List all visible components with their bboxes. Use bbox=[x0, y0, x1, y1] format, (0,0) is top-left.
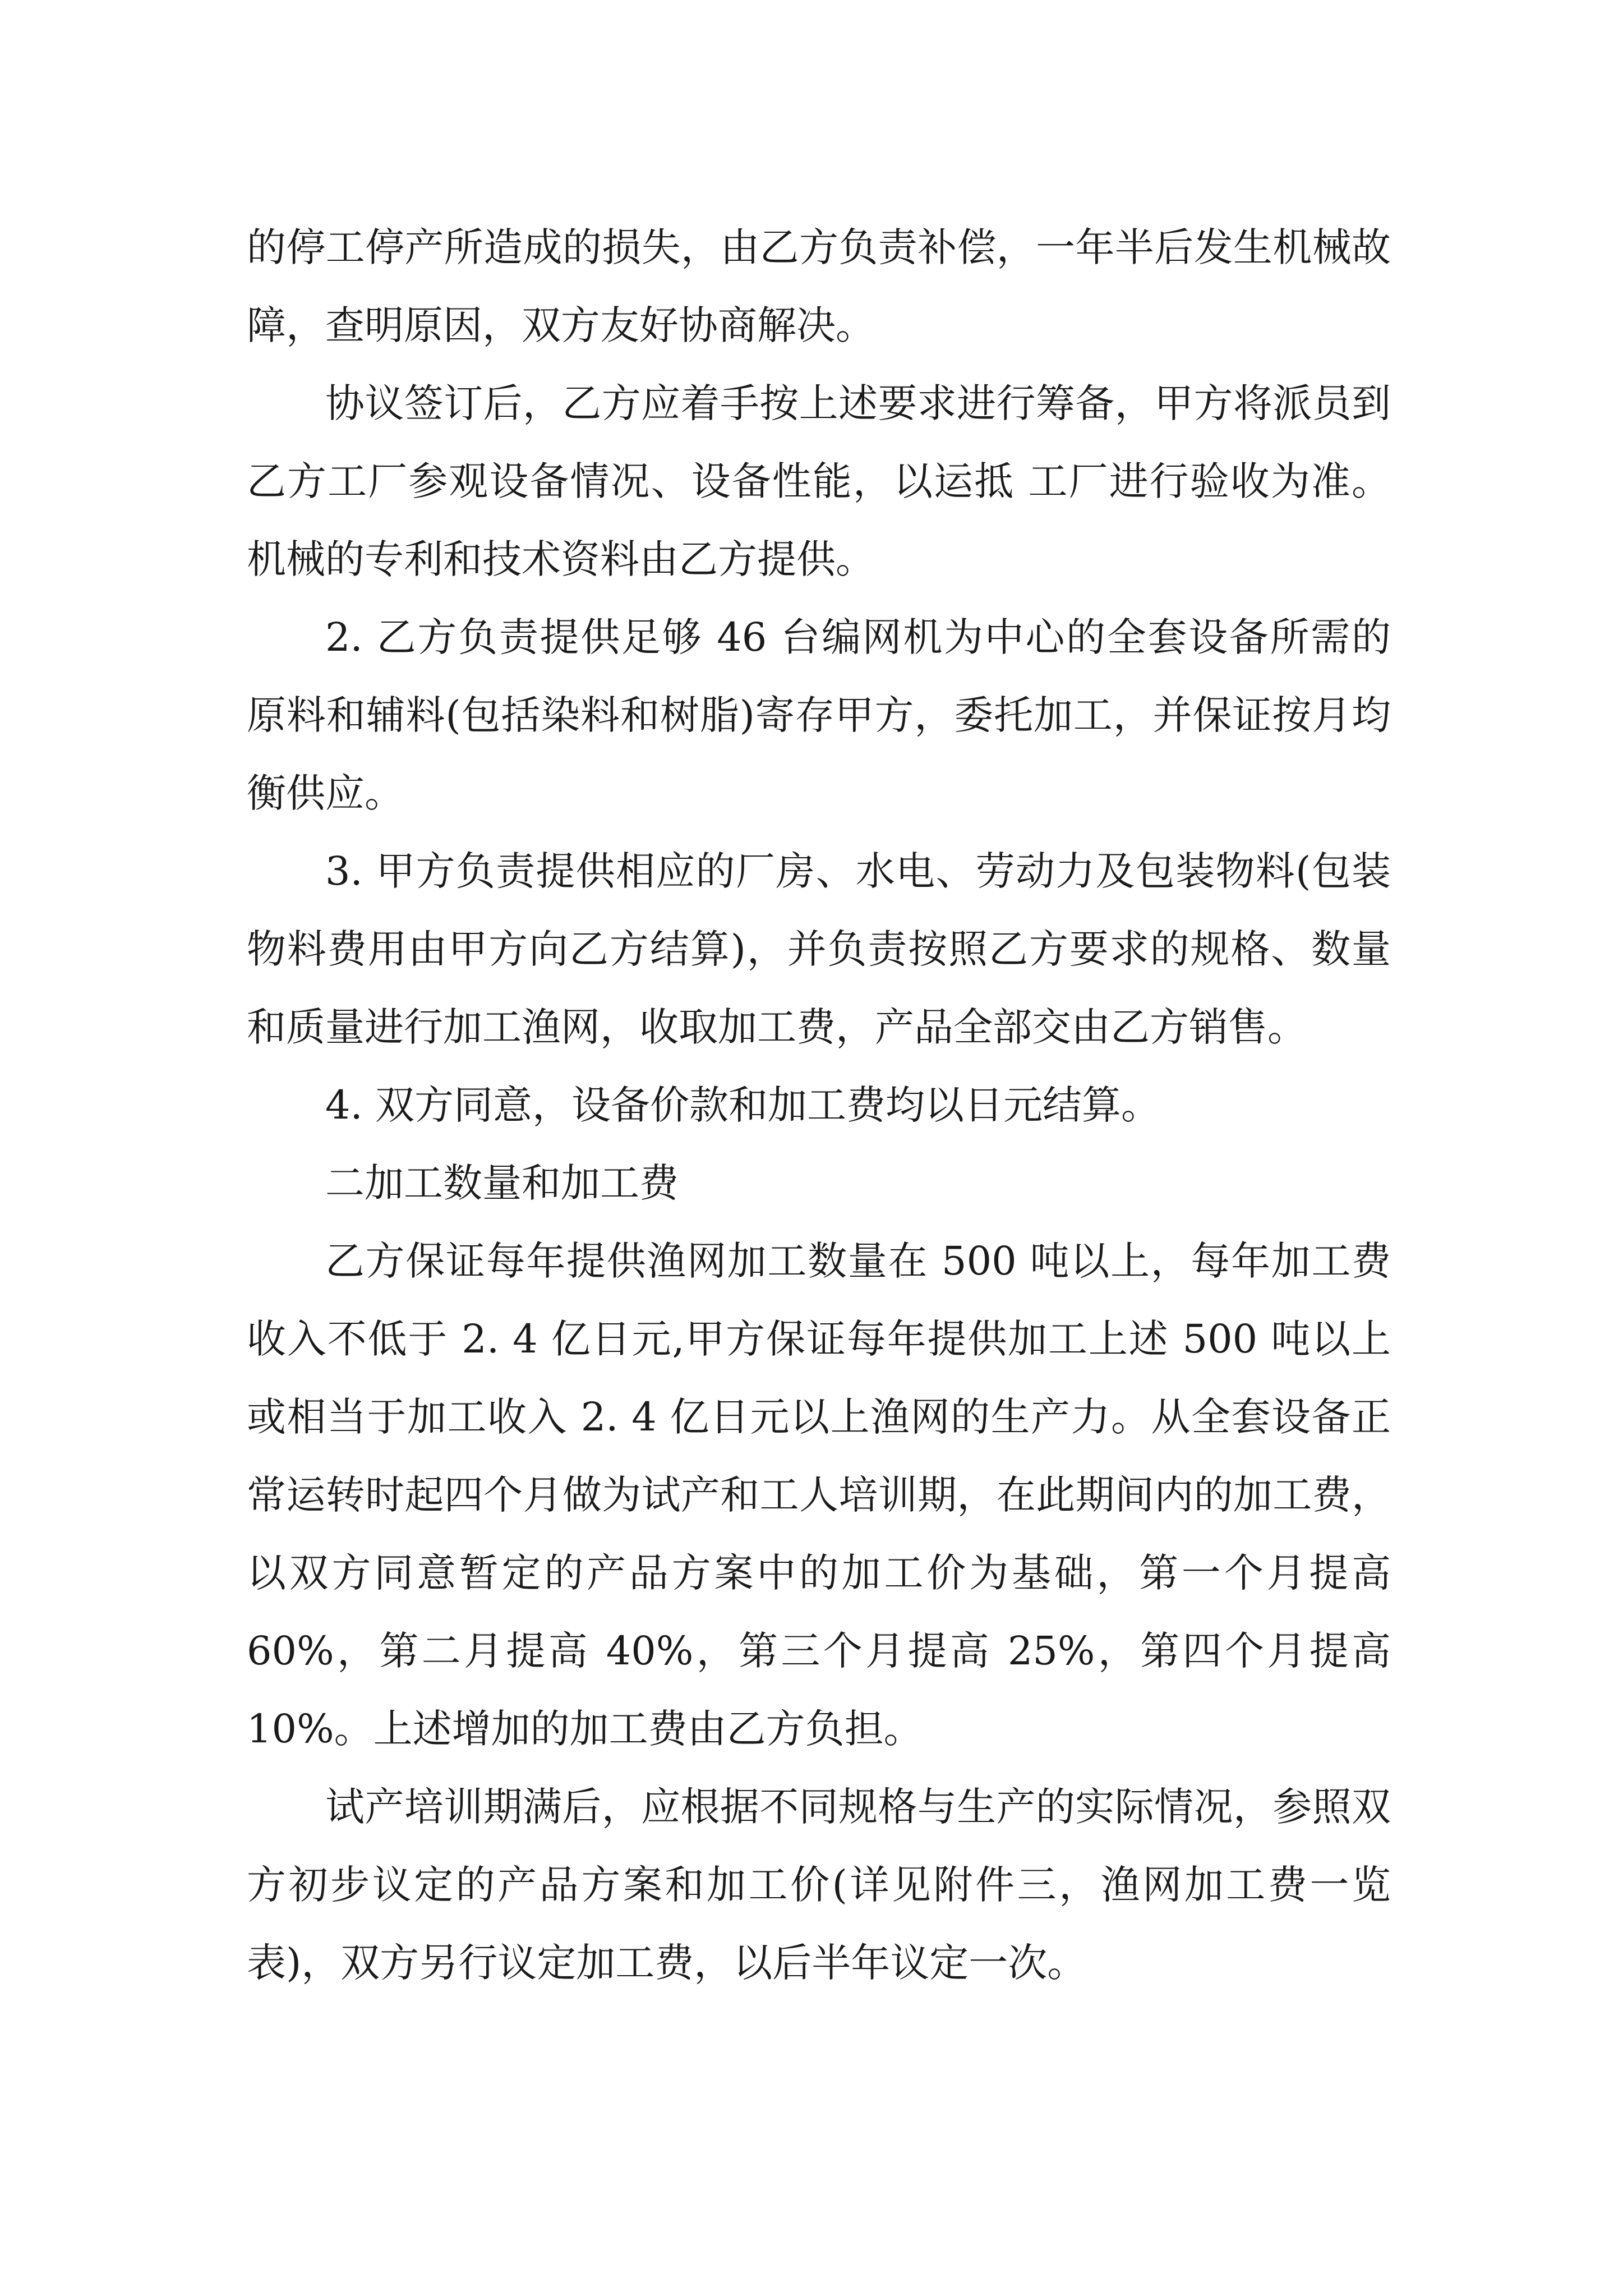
section-heading-processing: 二加工数量和加工费 bbox=[325, 1160, 679, 1206]
paragraph-continuation: 的停工停产所造成的损失，由乙方负责补偿，一年半后发生机械故障，查明原因，双方友好协商解决。 bbox=[247, 224, 1391, 348]
paragraph-agreement-preparation: 协议签订后，乙方应着手按上述要求进行筹备，甲方将派员到乙方工厂参观设备情况、设备性能，以运抵 工厂进行验收为准。机械的专利和技术资料由乙方提供。 bbox=[247, 380, 1391, 582]
paragraph-trial-period: 试产培训期满后，应根据不同规格与生产的实际情况，参照双方初步议定的产品方案和加工价(详见附件三，渔网加工费一览表)，双方另行议定加工费，以后半年议定一次。 bbox=[247, 1784, 1391, 1986]
document-body bbox=[247, 209, 1391, 2002]
paragraph-clause-4: 4. 双方同意，设备价款和加工费均以日元结算。 bbox=[325, 1082, 1161, 1128]
paragraph-processing-quantity: 乙方保证每年提供渔网加工数量在 500 吨以上，每年加工费收入不低于 2. 4 亿日元,甲方保证每年提供加工上述 500 吨以上或相当于加工收入 2. 4 亿日元以上渔网的生产力。从全套设备正常运转时起四个月做为试产和工人培训期，在此期间内的加工费，以双方同意暂定的产品方案中的加工价为基础，第一个月提高 60%，第二月提高 40%，第三个月提高 25%，第四个月提高 10%。上述增加的加工费由乙方负担。 bbox=[247, 1238, 1391, 1752]
paragraph-clause-2: 2. 乙方负责提供足够 46 台编网机为中心的全套设备所需的原料和辅料(包括染料和树脂)寄存甲方，委托加工，并保证按月均衡供应。 bbox=[247, 614, 1391, 816]
paragraph-clause-3: 3. 甲方负责提供相应的厂房、水电、劳动力及包装物料(包装物料费用由甲方向乙方结算)，并负责按照乙方要求的规格、数量和质量进行加工渔网，收取加工费，产品全部交由乙方销售。 bbox=[247, 848, 1391, 1050]
